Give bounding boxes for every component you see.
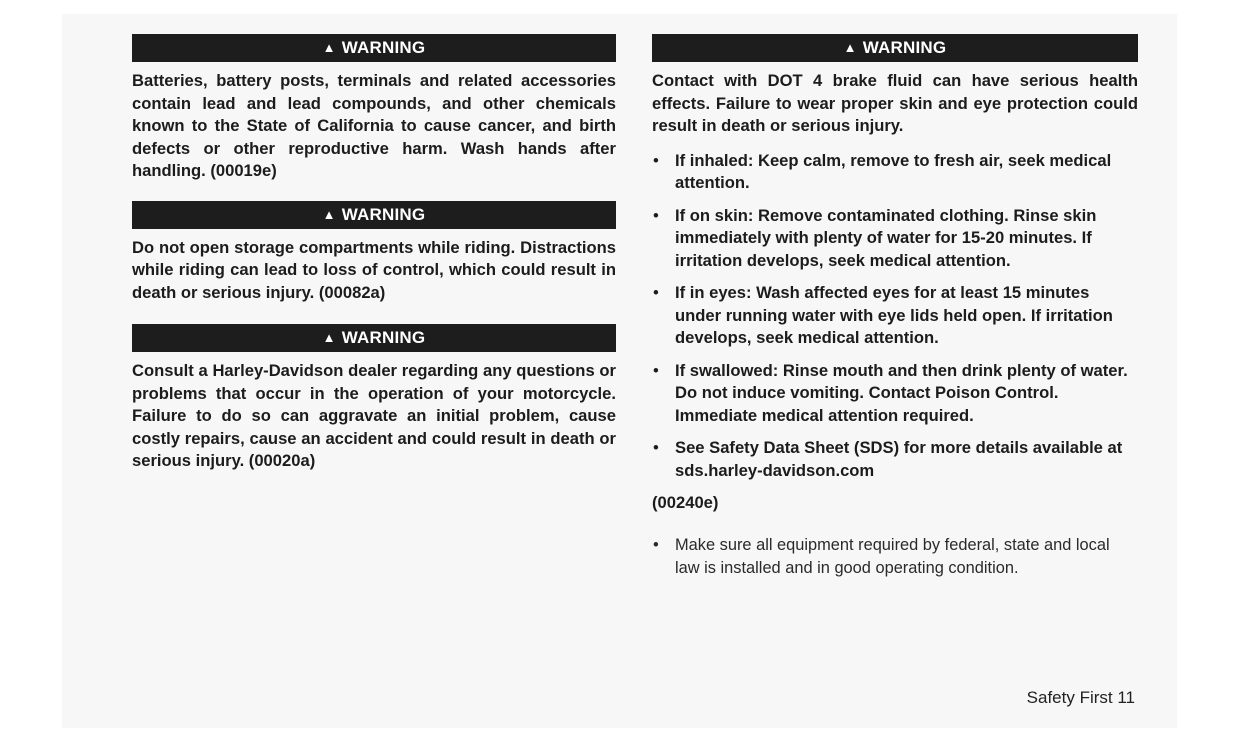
equipment-note-list [652,534,1138,579]
bullet-dot-icon: • [653,150,659,170]
bullet-dot-icon: • [653,360,659,380]
list-item: • See Safety Data Sheet (SDS) for more details available at sds.harley-davidson.com [653,438,1123,480]
warning-title: WARNING [341,204,426,224]
right-column [652,34,1138,579]
warning-text-storage: Do not open storage compartments while riding. Distractions while riding can lead to loss of control, which could result in death or serious injury. (00082a) [132,237,616,302]
manual-page [62,14,1177,728]
warning-code: (00240e) [652,493,719,512]
bullet-dot-icon: • [653,438,659,457]
list-item: • If inhaled: Keep calm, remove to fresh air, seek medical attention. [653,150,1112,192]
left-column [132,34,616,473]
first-aid-list [652,150,1138,483]
warning-title: WARNING [341,328,426,347]
warning-text-dealer: Consult a Harley-Davidson dealer regarding any questions or problems that occur in the operation of your motorcycle. Failure to do so can aggravate an initial problem, cause costly repairs, cause an accident and could result in death or serious injury. (00020a) [132,361,616,470]
bullet-dot-icon: • [653,283,659,302]
bullet-dot-icon: • [653,536,659,554]
warning-text-batteries: Batteries, battery posts, terminals and related accessories contain lead and lead compounds, and other chemicals known to the State of California to cause cancer, and birth defects or other reproductive harm. Wash hands after handling. (00019e) [132,71,616,180]
brake-fluid-intro: Contact with DOT 4 brake fluid can have serious health effects. Failure to wear proper skin and eye protection could result in death or serious injury. [652,71,1138,135]
list-item: • If swallowed: Rinse mouth and then drink plenty of water. Do not induce vomiting. Contact Poison Control. Immediate medical attention required. [653,360,1128,425]
list-item: • Make sure all equipment required by federal, state and local law is installed and in good operating condition. [653,536,1110,577]
warning-header-1 [132,34,616,62]
list-item: • If in eyes: Wash affected eyes for at least 15 minutes under running water with eye lids held open. If irritation develops, seek medical attention. [653,283,1113,347]
warning-header-2 [132,201,616,229]
warning-triangle-icon: ▲ [322,206,336,222]
warning-title: WARNING [862,38,947,57]
page-footer: Safety First 11 [1026,688,1135,707]
warning-title: WARNING [341,38,426,57]
warning-triangle-icon: ▲ [322,40,336,55]
list-item: • If on skin: Remove contaminated clothing. Rinse skin immediately with plenty of water for 15-20 minutes. If irritation develops, seek medical attention. [653,205,1097,270]
bullet-dot-icon: • [653,205,659,225]
warning-triangle-icon: ▲ [843,40,857,55]
warning-triangle-icon: ▲ [322,330,336,345]
warning-header-3 [132,324,616,352]
warning-header-brake-fluid [652,34,1138,62]
